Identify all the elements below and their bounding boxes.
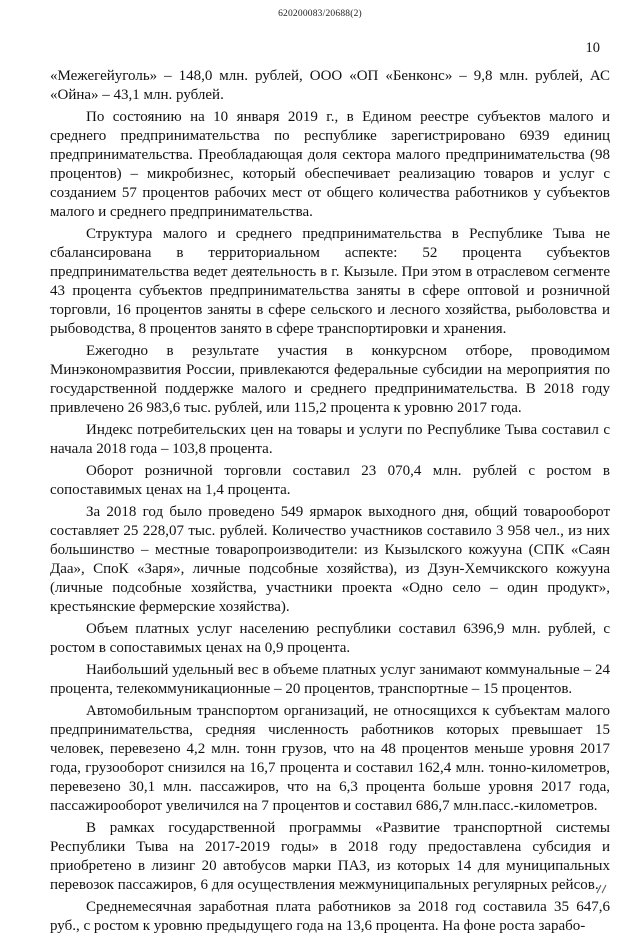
paragraph: По состоянию на 10 января 2019 г., в Едином реестре субъектов малого и среднего предпринимательства по республике зарегистрировано 6939 единиц предпринимательства. Преобладающая доля сектора малого предпринимательства (98 процентов) – микробизнес, который обеспечивает реализацию товаров и услуг с созданием 57 процентов рабочих мест от общего количества работников у субъектов малого и среднего предпринимательства.: [50, 109, 610, 220]
paragraph: Наибольший удельный вес в объеме платных услуг занимают коммунальные – 24 процента, телекоммуникационные – 20 процентов, транспортные – 15 процентов.: [50, 662, 610, 697]
paragraph: За 2018 год было проведено 549 ярмарок выходного дня, общий товарооборот составляет 25 228,07 тыс. рублей. Количество участников составило 3 958 чел., из них большинство – местные товаропроизводители: из Кызылского кожууна (СПК «Саян Даа», СпоК «Заря», личные подсобные хозяйства), из Дзун-Хемчикского кожууна (личные подсобные хозяйства, участники проекта «Одно село – один продукт», крестьянские фермерские хозяйства).: [50, 504, 610, 615]
paragraph: Ежегодно в результате участия в конкурсном отборе, проводимом Минэкономразвития России, привлекаются федеральные субсидии на мероприятия по государственной поддержке малого и среднего предпринимательства. В 2018 году привлечено 26 983,6 тыс. рублей, или 115,2 процента к уровню 2017 года.: [50, 343, 610, 416]
document-code: 620200083/20688(2): [278, 9, 362, 19]
paragraph: Индекс потребительских цен на товары и услуги по Республике Тыва составил с начала 2018 года – 103,8 процента.: [50, 422, 610, 457]
paragraph: Оборот розничной торговли составил 23 070,4 млн. рублей с ростом в сопоставимых ценах на 1,4 процента.: [50, 463, 610, 498]
paragraph: В рамках государственной программы «Развитие транспортной системы Республики Тыва на 2017-2019 годы» в 2018 году предоставлена субсидия и приобретено в лизинг 20 автобусов марки ПАЗ, из которых 14 для муниципальных перевозок пассажиров, 6 для осуществления межмуниципальных регулярных рейсов.: [50, 820, 610, 893]
initials-mark: [596, 884, 612, 897]
paragraph: Среднемесячная заработная плата работников за 2018 год составила 35 647,6 руб., с ростом к уровню предыдущего года на 13,6 процента. На фоне роста зарабо-: [50, 899, 610, 934]
page-number: 10: [585, 40, 600, 56]
document-body: [50, 67, 610, 939]
paragraph: Автомобильным транспортом организаций, не относящихся к субъектам малого предпринимательства, средняя численность работников которых превышает 15 человек, перевезено 4,2 млн. тонн грузов, что на 48 процентов меньше уровня 2017 года, грузооборот снизился на 16,7 процента и составил 162,4 млн. тонно-километров, перевезено 30,1 млн. пассажиров, что на 6,3 процента больше уровня 2017 года, пассажирооборот увеличился на 7 процентов и составил 686,7 млн.пасс.-километров.: [50, 703, 610, 814]
paragraph: Объем платных услуг населению республики составил 6396,9 млн. рублей, с ростом в сопоставимых ценах на 0,9 процента.: [50, 621, 610, 656]
paragraph: «Межегейуголь» – 148,0 млн. рублей, ООО «ОП «Бенконс» – 9,8 млн. рублей, АС «Ойна» – 43,1 млн. рублей.: [50, 68, 610, 103]
paragraph: Структура малого и среднего предпринимательства в Республике Тыва не сбалансирована в территориальном аспекте: 52 процента субъектов предпринимательства ведет деятельность в г. Кызыле. При этом в отраслевом сегменте 43 процента субъектов предпринимательства заняты в сфере оптовой и розничной торговли, 16 процентов заняты в сфере сельского и лесного хозяйства, рыболовства и рыбоводства, 8 процентов занято в сфере транспортировки и хранения.: [50, 226, 610, 337]
